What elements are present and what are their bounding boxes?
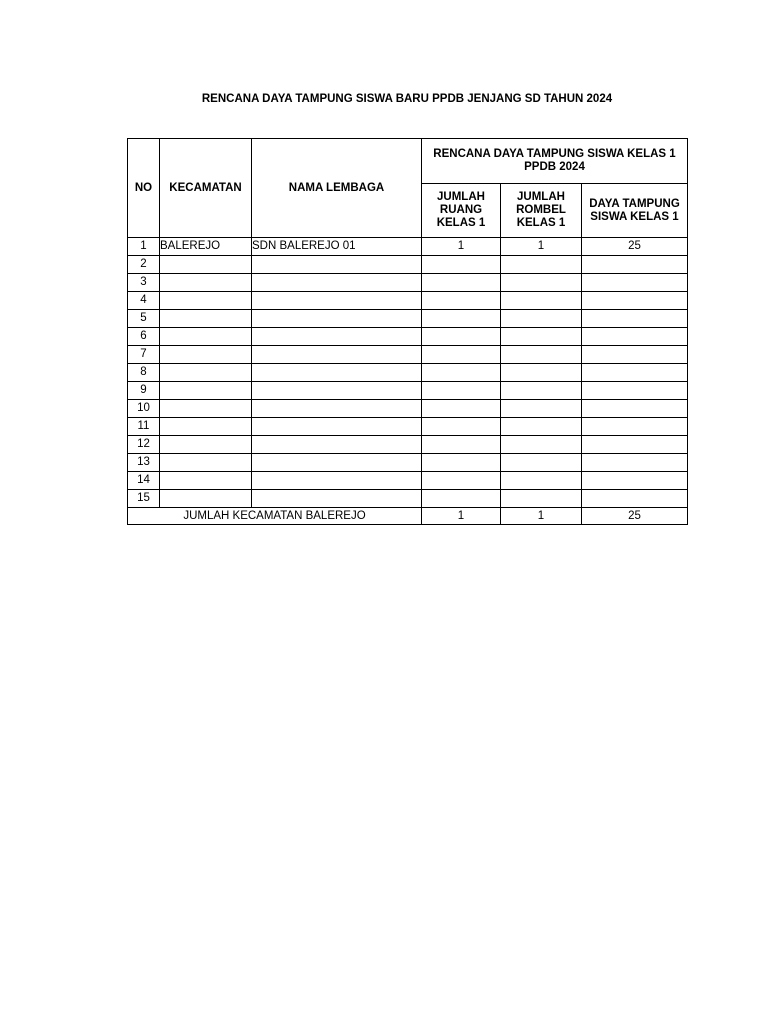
cell-kecamatan (160, 328, 252, 346)
cell-nama-lembaga (252, 418, 422, 436)
cell-no: 2 (128, 256, 160, 274)
table-row (128, 436, 688, 454)
cell-jumlah-rombel (501, 436, 582, 454)
cell-daya-tampung (582, 274, 688, 292)
table-header-row (128, 139, 688, 184)
cell-no: 15 (128, 490, 160, 508)
table-row (128, 346, 688, 364)
table-row (128, 310, 688, 328)
cell-kecamatan (160, 472, 252, 490)
cell-daya-tampung (582, 400, 688, 418)
total-row (128, 508, 688, 525)
table-row (128, 400, 688, 418)
cell-no: 13 (128, 454, 160, 472)
cell-nama-lembaga (252, 346, 422, 364)
cell-jumlah-ruang (422, 400, 501, 418)
cell-nama-lembaga (252, 472, 422, 490)
cell-daya-tampung (582, 346, 688, 364)
cell-jumlah-rombel (501, 274, 582, 292)
cell-daya-tampung (582, 454, 688, 472)
cell-jumlah-rombel (501, 310, 582, 328)
cell-jumlah-ruang (422, 490, 501, 508)
cell-no: 3 (128, 274, 160, 292)
total-jumlah-ruang: 1 (422, 508, 501, 525)
table-row (128, 454, 688, 472)
cell-daya-tampung (582, 364, 688, 382)
cell-nama-lembaga (252, 328, 422, 346)
cell-nama-lembaga (252, 256, 422, 274)
cell-no: 8 (128, 364, 160, 382)
header-nama-lembaga: NAMA LEMBAGA (252, 139, 422, 238)
cell-jumlah-rombel (501, 418, 582, 436)
cell-daya-tampung (582, 418, 688, 436)
cell-jumlah-ruang (422, 256, 501, 274)
cell-kecamatan (160, 346, 252, 364)
cell-no: 7 (128, 346, 160, 364)
header-no: NO (128, 139, 160, 238)
table-row (128, 292, 688, 310)
cell-kecamatan: BALEREJO (160, 238, 252, 256)
header-jumlah-rombel: JUMLAH ROMBEL KELAS 1 (501, 184, 582, 238)
cell-daya-tampung (582, 490, 688, 508)
cell-jumlah-rombel: 1 (501, 238, 582, 256)
header-daya-tampung: DAYA TAMPUNG SISWA KELAS 1 (582, 184, 688, 238)
cell-nama-lembaga (252, 382, 422, 400)
cell-jumlah-ruang (422, 436, 501, 454)
table-row (128, 382, 688, 400)
table-row (128, 328, 688, 346)
cell-nama-lembaga (252, 400, 422, 418)
cell-daya-tampung (582, 256, 688, 274)
table-body (128, 238, 688, 508)
cell-no: 4 (128, 292, 160, 310)
cell-daya-tampung (582, 436, 688, 454)
cell-kecamatan (160, 256, 252, 274)
document-title: RENCANA DAYA TAMPUNG SISWA BARU PPDB JENJANG SD TAHUN 2024 (201, 93, 613, 105)
cell-no: 6 (128, 328, 160, 346)
cell-jumlah-ruang (422, 328, 501, 346)
table-row (128, 274, 688, 292)
cell-jumlah-ruang (422, 292, 501, 310)
table-row (128, 418, 688, 436)
cell-nama-lembaga (252, 364, 422, 382)
cell-jumlah-rombel (501, 346, 582, 364)
cell-jumlah-ruang (422, 364, 501, 382)
cell-jumlah-ruang (422, 346, 501, 364)
cell-no: 14 (128, 472, 160, 490)
cell-nama-lembaga (252, 274, 422, 292)
header-kecamatan: KECAMATAN (160, 139, 252, 238)
cell-nama-lembaga (252, 490, 422, 508)
cell-no: 1 (128, 238, 160, 256)
cell-kecamatan (160, 436, 252, 454)
cell-kecamatan (160, 418, 252, 436)
cell-nama-lembaga (252, 454, 422, 472)
cell-kecamatan (160, 382, 252, 400)
cell-daya-tampung (582, 292, 688, 310)
cell-nama-lembaga (252, 436, 422, 454)
cell-jumlah-rombel (501, 490, 582, 508)
total-jumlah-rombel: 1 (501, 508, 582, 525)
header-jumlah-ruang: JUMLAH RUANG KELAS 1 (422, 184, 501, 238)
cell-kecamatan (160, 490, 252, 508)
cell-jumlah-ruang: 1 (422, 238, 501, 256)
cell-jumlah-rombel (501, 400, 582, 418)
cell-jumlah-rombel (501, 256, 582, 274)
cell-daya-tampung (582, 382, 688, 400)
header-group-rencana: RENCANA DAYA TAMPUNG SISWA KELAS 1 PPDB 2024 (422, 139, 688, 184)
cell-no: 12 (128, 436, 160, 454)
total-label: JUMLAH KECAMATAN BALEREJO (128, 508, 422, 525)
cell-kecamatan (160, 364, 252, 382)
table-row (128, 490, 688, 508)
cell-jumlah-ruang (422, 454, 501, 472)
cell-jumlah-ruang (422, 310, 501, 328)
cell-kecamatan (160, 292, 252, 310)
cell-jumlah-ruang (422, 382, 501, 400)
cell-jumlah-ruang (422, 472, 501, 490)
cell-no: 10 (128, 400, 160, 418)
cell-no: 5 (128, 310, 160, 328)
cell-jumlah-ruang (422, 274, 501, 292)
table-row (128, 238, 688, 256)
cell-kecamatan (160, 454, 252, 472)
cell-jumlah-rombel (501, 472, 582, 490)
cell-kecamatan (160, 274, 252, 292)
cell-jumlah-rombel (501, 292, 582, 310)
cell-no: 11 (128, 418, 160, 436)
cell-daya-tampung (582, 328, 688, 346)
cell-nama-lembaga: SDN BALEREJO 01 (252, 238, 422, 256)
cell-daya-tampung (582, 310, 688, 328)
capacity-table (127, 138, 688, 525)
cell-daya-tampung: 25 (582, 238, 688, 256)
cell-nama-lembaga (252, 292, 422, 310)
table-row (128, 364, 688, 382)
table-row (128, 256, 688, 274)
cell-jumlah-ruang (422, 418, 501, 436)
total-daya-tampung: 25 (582, 508, 688, 525)
table-row (128, 472, 688, 490)
cell-jumlah-rombel (501, 328, 582, 346)
cell-jumlah-rombel (501, 382, 582, 400)
cell-daya-tampung (582, 472, 688, 490)
cell-jumlah-rombel (501, 364, 582, 382)
cell-nama-lembaga (252, 310, 422, 328)
cell-jumlah-rombel (501, 454, 582, 472)
cell-no: 9 (128, 382, 160, 400)
cell-kecamatan (160, 310, 252, 328)
cell-kecamatan (160, 400, 252, 418)
